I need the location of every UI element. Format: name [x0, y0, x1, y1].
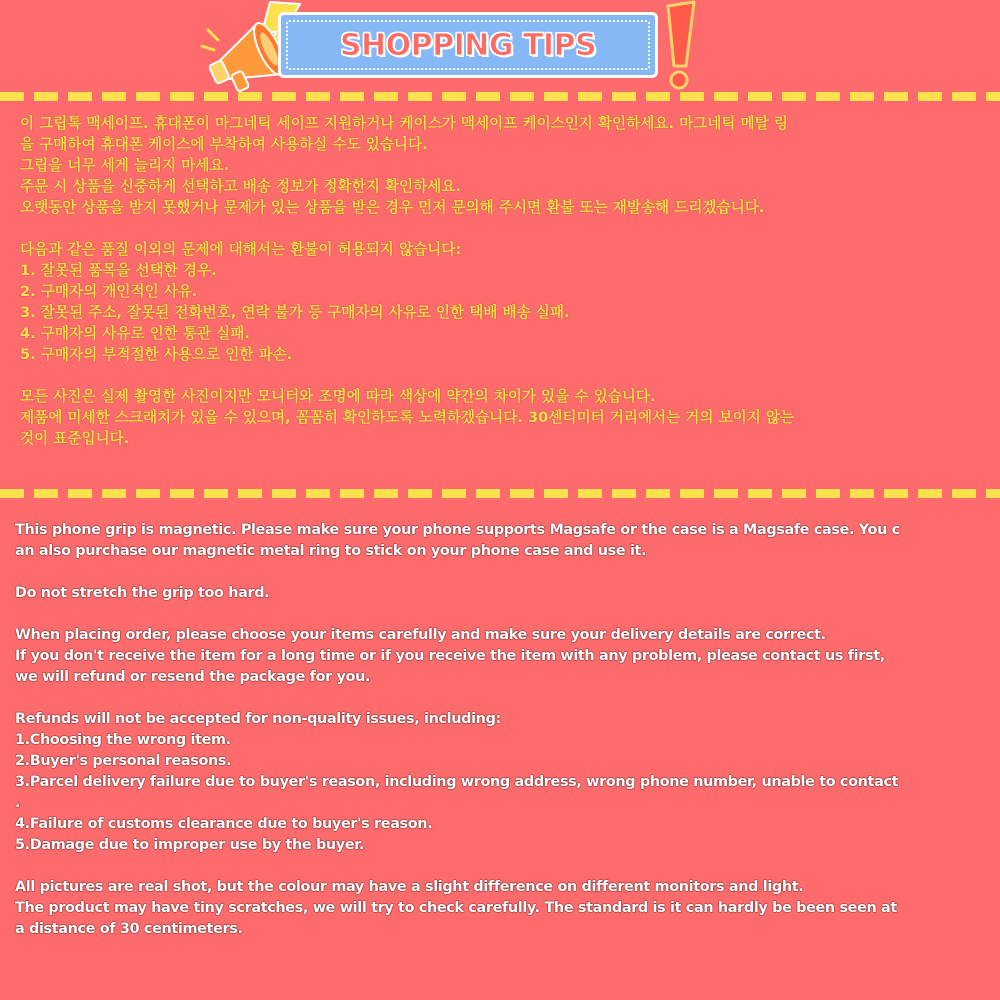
english-line: 3.Parcel delivery failure due to buyer's reason, including wrong address, wrong phone number, unable to contact: [15, 774, 899, 790]
english-line: we will refund or resend the package for you.: [15, 669, 371, 685]
english-line: 1.Choosing the wrong item.: [15, 732, 231, 748]
korean-line: 주문 시 상품을 신중하게 선택하고 배송 정보가 정확한지 확인하세요.: [20, 178, 461, 195]
paragraph-gap: [15, 562, 990, 583]
korean-instructions: [20, 113, 982, 449]
paragraph-gap: [15, 688, 990, 709]
title-banner: [278, 12, 658, 78]
english-line: 5.Damage due to improper use by the buyer.: [15, 837, 365, 853]
header: [200, 0, 710, 100]
page-title: SHOPPING TIPS: [339, 27, 597, 63]
english-line: 4.Failure of customs clearance due to buyer's reason.: [15, 816, 433, 832]
paragraph-gap: [15, 604, 990, 625]
korean-line: 4. 구매자의 사유로 인한 통관 실패.: [20, 325, 250, 342]
paragraph-gap: [15, 856, 990, 877]
english-instructions: [15, 520, 990, 940]
korean-line: 을 구매하여 휴대폰 케이스에 부착하여 사용하실 수도 있습니다.: [20, 136, 428, 153]
english-line: All pictures are real shot, but the colour may have a slight difference on different monitors and light.: [15, 879, 804, 895]
english-line: a distance of 30 centimeters.: [15, 921, 243, 937]
korean-line: 2. 구매자의 개인적인 사유.: [20, 283, 198, 300]
english-line: Do not stretch the grip too hard.: [15, 585, 270, 601]
exclamation-icon: [646, 0, 706, 95]
divider-top: [0, 92, 1000, 101]
korean-line: 1. 잘못된 품목을 선택한 경우.: [20, 262, 217, 279]
english-line: an also purchase our magnetic metal ring to stick on your phone case and use it.: [15, 543, 647, 559]
paragraph-gap: [20, 365, 982, 386]
korean-line: 5. 구매자의 부적절한 사용으로 인한 파손.: [20, 346, 293, 363]
divider-middle: [0, 489, 1000, 498]
korean-line: 것이 표준입니다.: [20, 430, 130, 447]
english-line: When placing order, please choose your items carefully and make sure your delivery details are correct.: [15, 627, 826, 643]
english-line: If you don't receive the item for a long time or if you receive the item with any problem, please contact us first,: [15, 648, 885, 664]
korean-line: 그립을 너무 세게 늘리지 마세요.: [20, 157, 230, 174]
korean-line: 다음과 같은 품질 이외의 문제에 대해서는 환불이 허용되지 않습니다:: [20, 241, 462, 258]
korean-line: 3. 잘못된 주소, 잘못된 전화번호, 연락 불가 등 구매자의 사유로 인한 택배 배송 실패.: [20, 304, 570, 321]
korean-line: 제품에 미세한 스크래치가 있을 수 있으며, 꼼꼼히 확인하도록 노력하겠습니다. 30센티미터 거리에서는 거의 보이지 않는: [20, 409, 795, 426]
korean-line: 이 그립톡 맥세이프. 휴대폰이 마그네틱 세이프 지원하거나 케이스가 맥세이프 케이스인지 확인하세요. 마그네틱 메탈 링: [20, 115, 788, 132]
english-line: 2.Buyer's personal reasons.: [15, 753, 232, 769]
english-line: .: [15, 795, 21, 811]
english-line: The product may have tiny scratches, we will try to check carefully. The standard is it can hardly be been seen at: [15, 900, 897, 916]
english-line: Refunds will not be accepted for non-quality issues, including:: [15, 711, 501, 727]
paragraph-gap: [20, 218, 982, 239]
korean-line: 모든 사진은 실제 촬영한 사진이지만 모니터와 조명에 따라 색상에 약간의 차이가 있을 수 있습니다.: [20, 388, 656, 405]
english-line: This phone grip is magnetic. Please make sure your phone supports Magsafe or the case is a Magsafe case. You c: [15, 522, 900, 538]
korean-line: 오랫동안 상품을 받지 못했거나 문제가 있는 상품을 받은 경우 먼저 문의해 주시면 환불 또는 재발송해 드리겠습니다.: [20, 199, 765, 216]
